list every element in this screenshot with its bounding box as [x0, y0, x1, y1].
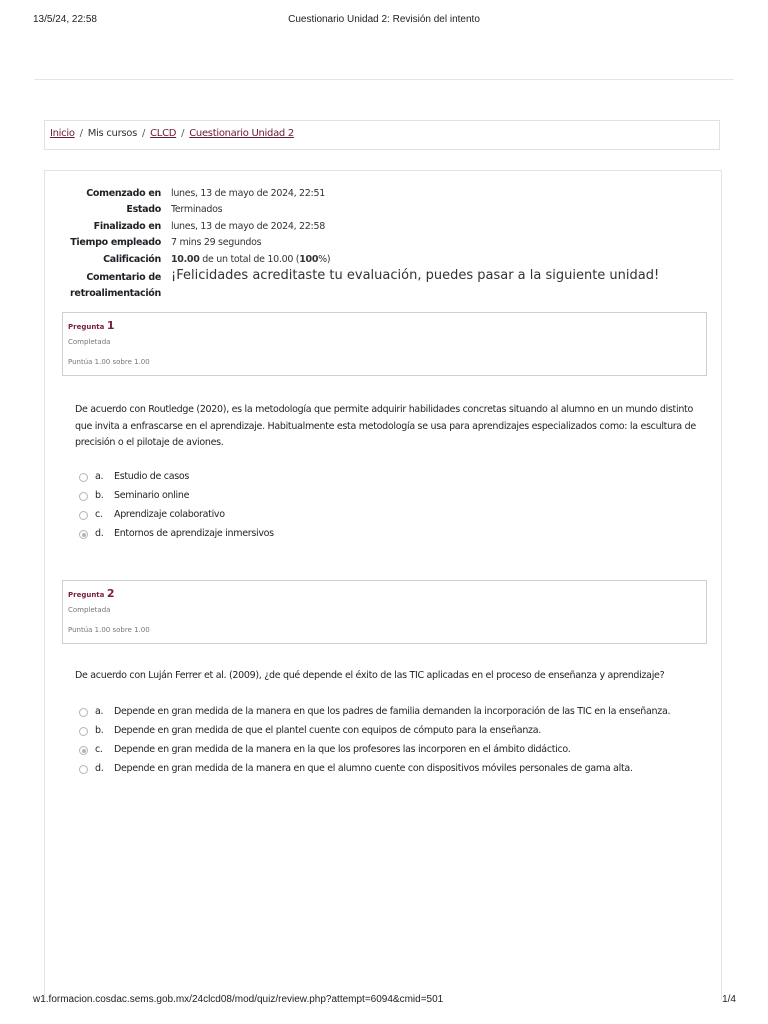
time-label: Tiempo empleado: [70, 237, 161, 248]
answer-letter: a.: [95, 706, 104, 717]
breadcrumb-quiz-link[interactable]: Cuestionario Unidad 2: [189, 128, 294, 139]
question-text-2: De acuerdo con Luján Ferrer et al. (2009), ¿de qué depende el éxito de las TIC aplicadas en el proceso de enseñanza y aprendizaje?: [75, 670, 665, 681]
radio-button[interactable]: [79, 511, 88, 520]
header-divider: [34, 79, 734, 80]
print-datetime: 13/5/24, 22:58: [33, 14, 97, 25]
answer-letter: a.: [95, 471, 104, 482]
question-grade: Puntúa 1.00 sobre 1.00: [68, 626, 150, 634]
feedback-label-line2: retroalimentación: [70, 288, 161, 299]
state-label: Estado: [126, 204, 161, 215]
started-label: Comenzado en: [86, 188, 161, 199]
question-info-2: [62, 580, 707, 644]
started-value: lunes, 13 de mayo de 2024, 22:51: [171, 188, 325, 199]
radio-button[interactable]: [79, 708, 88, 717]
breadcrumb-my-courses: Mis cursos: [87, 128, 138, 139]
breadcrumb-separator: /: [181, 128, 185, 139]
finished-label: Finalizado en: [93, 221, 161, 232]
answer-letter: d.: [95, 763, 104, 774]
question-prefix: Pregunta: [68, 323, 105, 331]
question-number: [68, 319, 114, 332]
answer-text: Estudio de casos: [114, 471, 190, 482]
answer-text: Seminario online: [114, 490, 190, 501]
radio-button[interactable]: [79, 473, 88, 482]
breadcrumb-separator: /: [79, 128, 83, 139]
answer-text: Depende en gran medida de la manera en que el alumno cuente con dispositivos móviles personales de gama alta.: [114, 763, 633, 774]
question-text-1: De acuerdo con Routledge (2020), es la metodología que permite adquirir habilidades concretas situando al alumno en un mundo distinto que invita a enfrascarse en el aprendizaje. Habitualmente esta metodología se usa para aprendizajes especializados como: la escultura de precisión o el pilotaje de aviones.: [75, 404, 696, 448]
radio-button-selected[interactable]: [79, 530, 88, 539]
answer-text: Entornos de aprendizaje inmersivos: [114, 528, 274, 539]
answer-letter: b.: [95, 490, 104, 501]
radio-button[interactable]: [79, 727, 88, 736]
print-page-number: 1/4: [722, 994, 736, 1005]
answer-text: Depende en gran medida de la manera en la que los profesores las incorporen en el ámbito didáctico.: [114, 744, 571, 755]
grade-score: 10.00: [171, 254, 200, 265]
time-value: 7 mins 29 segundos: [171, 237, 262, 248]
radio-button[interactable]: [79, 765, 88, 774]
answer-text: Depende en gran medida de que el plantel cuente con equipos de cómputo para la enseñanza.: [114, 725, 541, 736]
grade-percent-sign: %): [318, 254, 331, 265]
question-number: [68, 587, 114, 600]
print-title: Cuestionario Unidad 2: Revisión del intento: [288, 14, 480, 25]
breadcrumb-separator: /: [142, 128, 146, 139]
answer-letter: d.: [95, 528, 104, 539]
breadcrumb-home-link[interactable]: Inicio: [50, 128, 75, 139]
grade-total: de un total de 10.00 (: [199, 254, 300, 265]
answer-text: Depende en gran medida de la manera en que los padres de familia demanden la incorporación de las TIC en la enseñanza.: [114, 706, 671, 717]
feedback-value: ¡Felicidades acreditaste tu evaluación, puedes pasar a la siguiente unidad!: [171, 268, 660, 283]
answer-text: Aprendizaje colaborativo: [114, 509, 225, 520]
question-prefix: Pregunta: [68, 591, 105, 599]
answer-letter: c.: [95, 744, 103, 755]
question-state: Completada: [68, 338, 111, 346]
answer-letter: c.: [95, 509, 103, 520]
feedback-label-line1: Comentario de: [86, 272, 161, 283]
question-number-value: 1: [106, 319, 115, 332]
breadcrumb-course-link[interactable]: CLCD: [150, 128, 177, 139]
question-state: Completada: [68, 606, 111, 614]
feedback-label: [70, 270, 161, 302]
answer-letter: b.: [95, 725, 104, 736]
question-number-value: 2: [106, 587, 115, 600]
grade-percent: 100: [299, 254, 319, 265]
radio-button[interactable]: [79, 492, 88, 501]
question-info-1: [62, 312, 707, 376]
quiz-review-region: [44, 170, 722, 1000]
radio-button-selected[interactable]: [79, 746, 88, 755]
finished-value: lunes, 13 de mayo de 2024, 22:58: [171, 221, 325, 232]
question-grade: Puntúa 1.00 sobre 1.00: [68, 358, 150, 366]
state-value: Terminados: [171, 204, 223, 215]
grade-value: [171, 254, 330, 265]
print-url: w1.formacion.cosdac.sems.gob.mx/24clcd08/mod/quiz/review.php?attempt=6094&cmid=501: [33, 994, 444, 1005]
breadcrumb: [44, 120, 720, 150]
grade-label: Calificación: [103, 254, 161, 265]
